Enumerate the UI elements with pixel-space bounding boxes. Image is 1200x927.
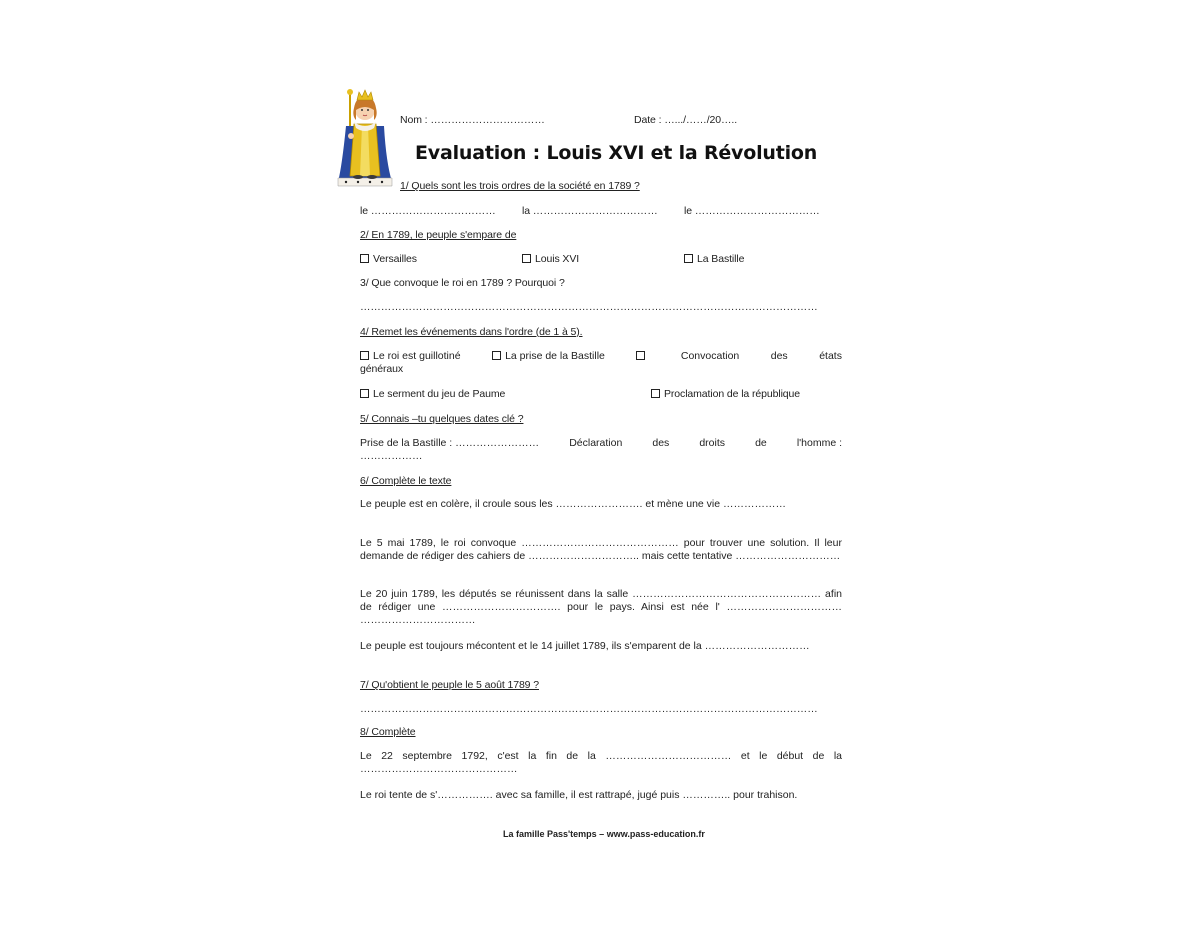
- q5-bastille-date[interactable]: Prise de la Bastille : ……………………: [360, 437, 540, 449]
- question-5: 5/ Connais –tu quelques dates clé ?: [360, 413, 524, 425]
- q5-word: droits: [699, 437, 726, 449]
- q6-paragraph-3: Le 20 juin 1789, les députés se réunissent dans la salle ……………………………………………… afin de rédiger une ……………………………. pour le pays. Ainsi est née l' …………………………… ……………………………: [360, 588, 842, 626]
- checkbox-icon[interactable]: [522, 254, 531, 263]
- q4-row-1: [360, 350, 842, 362]
- q5-row: [360, 437, 842, 449]
- q4-item-bastille[interactable]: [492, 350, 605, 362]
- q1-blank-1: le ………………………………: [360, 205, 496, 217]
- q4-item-convocation[interactable]: [636, 350, 649, 362]
- q4-row-1-wrap: généraux: [360, 363, 403, 375]
- q6-paragraph-1: Le peuple est en colère, il croule sous les ……………………. et mène une vie ………………: [360, 498, 786, 510]
- q5-word: l'homme :: [796, 437, 842, 449]
- q5-word: Déclaration: [569, 437, 623, 449]
- q2-option-label: La Bastille: [697, 253, 745, 265]
- q4-item-label: des: [770, 350, 788, 362]
- q2-option-label: Versailles: [373, 253, 417, 265]
- q5-row-wrap[interactable]: ………………: [360, 450, 423, 462]
- king-louis-xvi-icon: [334, 86, 396, 190]
- checkbox-icon[interactable]: [684, 254, 693, 263]
- question-6: 6/ Complète le texte: [360, 475, 452, 487]
- question-1: 1/ Quels sont les trois ordres de la société en 1789 ?: [400, 180, 640, 192]
- q2-option-versailles[interactable]: [360, 253, 417, 265]
- q6-paragraph-2: Le 5 mai 1789, le roi convoque ……………………………………… pour trouver une solution. Il leur demande de rédiger des cahiers de ………………………….. mais cette tentative …………………………: [360, 537, 842, 562]
- checkbox-icon[interactable]: [360, 389, 369, 398]
- question-7: 7/ Qu'obtient le peuple le 5 août 1789 ?: [360, 679, 539, 691]
- q4-item-republique[interactable]: [651, 388, 800, 400]
- q8-paragraph-1: Le 22 septembre 1792, c'est la fin de la ……………………………… et le début de la ………………………………………: [360, 750, 842, 775]
- q4-item-label: Convocation: [680, 350, 740, 362]
- date-field-label: Date : ….../……/20…..: [634, 114, 738, 126]
- q2-option-bastille[interactable]: [684, 253, 744, 265]
- question-4: 4/ Remet les événements dans l'ordre (de 1 à 5).: [360, 326, 583, 338]
- question-3: 3/ Que convoque le roi en 1789 ? Pourquoi ?: [360, 277, 565, 289]
- q5-word: de: [755, 437, 767, 449]
- footer-credit: La famille Pass'temps – www.pass-education.fr: [503, 829, 705, 839]
- q4-item-guillotine[interactable]: [360, 350, 461, 362]
- checkbox-icon[interactable]: [651, 389, 660, 398]
- q4-item-label: Le serment du jeu de Paume: [373, 388, 506, 400]
- checkbox-icon[interactable]: [360, 351, 369, 360]
- q6-paragraph-4: Le peuple est toujours mécontent et le 14 juillet 1789, ils s'emparent de la …………………………: [360, 640, 810, 652]
- q4-item-label: La prise de la Bastille: [505, 350, 605, 362]
- question-8: 8/ Complète: [360, 726, 416, 738]
- q4-item-label: états: [819, 350, 842, 362]
- q2-option-louis-xvi[interactable]: [522, 253, 579, 265]
- page-title: Evaluation : Louis XVI et la Révolution: [415, 142, 818, 164]
- q4-item-label: Proclamation de la république: [664, 388, 801, 400]
- checkbox-icon[interactable]: [360, 254, 369, 263]
- q4-item-label: Le roi est guillotiné: [373, 350, 461, 362]
- question-2: 2/ En 1789, le peuple s'empare de: [360, 229, 517, 241]
- q2-option-label: Louis XVI: [535, 253, 580, 265]
- q7-answer-line[interactable]: ……………………………………………………………………………………………………………………: [360, 703, 818, 715]
- name-field-label: Nom : ……………………………: [400, 114, 545, 126]
- q1-blank-2: la ………………………………: [522, 205, 658, 217]
- q4-item-serment[interactable]: [360, 388, 505, 400]
- q3-answer-line[interactable]: ……………………………………………………………………………………………………………………: [360, 301, 818, 313]
- checkbox-icon[interactable]: [636, 351, 645, 360]
- q8-paragraph-2: Le roi tente de s'……………. avec sa famille, il est rattrapé, jugé puis ………….. pour trahison.: [360, 789, 798, 801]
- checkbox-icon[interactable]: [492, 351, 501, 360]
- q5-word: des: [652, 437, 670, 449]
- q1-blank-3: le ………………………………: [684, 205, 820, 217]
